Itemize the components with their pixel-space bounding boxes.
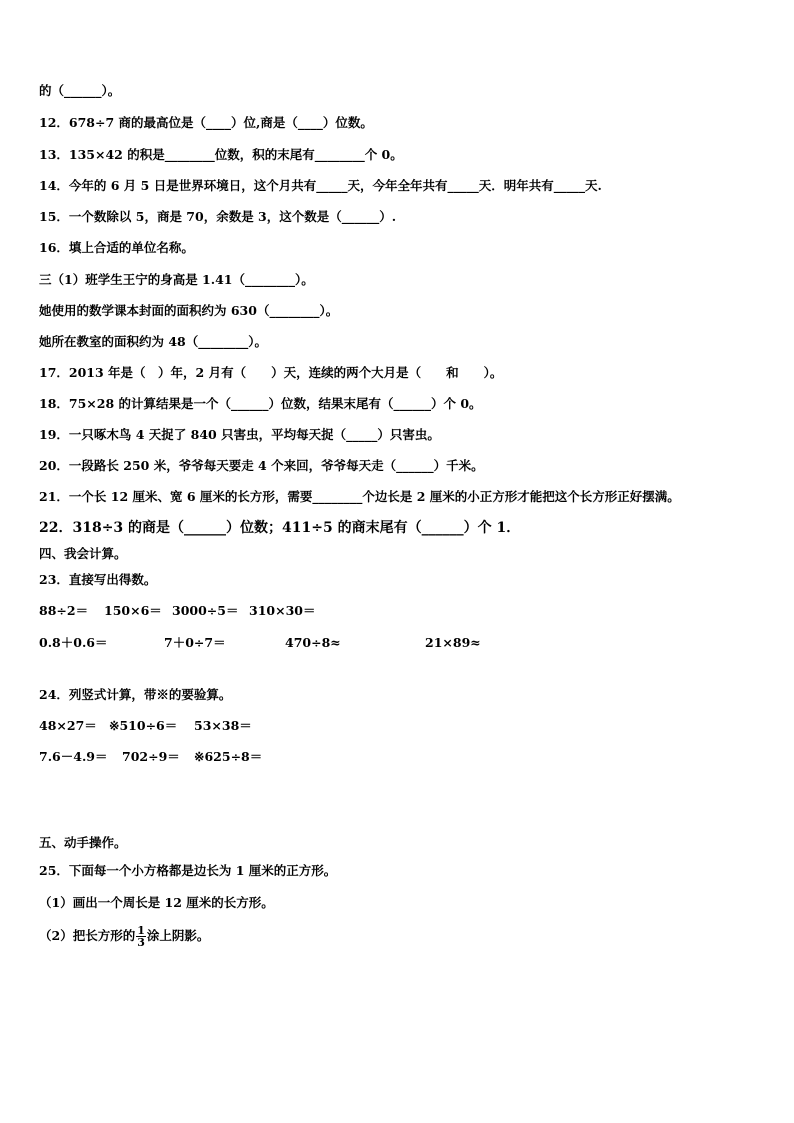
calc-item: 470÷8≈ [285, 635, 341, 650]
fraction-denominator: 3 [137, 936, 145, 949]
question-16-b: 她使用的数学课本封面的面积约为 630（________）。 [39, 303, 339, 318]
question-25: 25．下面每一个小方格都是边长为 1 厘米的正方形。 [39, 863, 337, 878]
calc-item: 150×6＝ [104, 603, 162, 618]
calc-item: ※625÷8＝ [194, 749, 263, 764]
question-25-2-pre: （2）把长方形的 [39, 928, 136, 943]
calc-item: 48×27＝ [39, 718, 97, 733]
question-16: 16．填上合适的单位名称。 [39, 240, 194, 255]
question-16-a: 三（1）班学生王宁的身高是 1.41（________）。 [39, 272, 314, 287]
question-25-2-post: 涂上阴影。 [146, 928, 210, 943]
section-4-heading: 四、我会计算。 [39, 546, 127, 561]
question-19: 19．一只啄木鸟 4 天捉了 840 只害虫，平均每天捉（_____）只害虫。 [39, 427, 440, 442]
calc-item: 7.6－4.9＝ [39, 749, 108, 764]
question-25-2 [39, 925, 209, 948]
calc-item: 3000÷5＝ [172, 603, 239, 618]
fraction-numerator: 1 [137, 924, 145, 937]
question-17: 17．2013 年是（ ）年，2 月有（ ）天，连续的两个大月是（ 和 ）。 [39, 365, 503, 380]
question-24: 24．列竖式计算，带※的要验算。 [39, 687, 232, 702]
question-21: 21．一个长 12 厘米、宽 6 厘米的长方形，需要________个边长是 2 厘米的小正方形才能把这个长方形正好摆满。 [39, 489, 680, 504]
question-12: 12．678÷7 商的最高位是（____）位,商是（____）位数。 [39, 115, 373, 130]
question-23: 23．直接写出得数。 [39, 572, 157, 587]
question-16-c: 她所在教室的面积约为 48（________）。 [39, 334, 267, 349]
calc-item: 53×38＝ [194, 718, 252, 733]
calc-item: ※510÷6＝ [109, 718, 178, 733]
question-13: 13．135×42 的积是________位数，积的末尾有________个 0。 [39, 147, 403, 162]
calc-item: 21×89≈ [425, 635, 481, 650]
question-14: 14．今年的 6 月 5 日是世界环境日，这个月共有_____天，今年全年共有_____天．明年共有_____天. [39, 178, 602, 193]
question-15: 15．一个数除以 5，商是 70，余数是 3，这个数是（______）. [39, 209, 397, 224]
calc-item: 7＋0÷7＝ [164, 635, 226, 650]
line-continuation: 的（______）。 [39, 83, 121, 98]
section-5-heading: 五、动手操作。 [39, 835, 127, 850]
fraction-one-third [136, 925, 146, 948]
question-20: 20．一段路长 250 米，爷爷每天要走 4 个来回，爷爷每天走（______）千米。 [39, 458, 484, 473]
calc-item: 310×30＝ [249, 603, 316, 618]
calc-item: 88÷2＝ [39, 603, 89, 618]
calc-item: 0.8＋0.6＝ [39, 635, 108, 650]
question-25-1: （1）画出一个周长是 12 厘米的长方形。 [39, 895, 274, 910]
question-18: 18．75×28 的计算结果是一个（______）位数，结果末尾有（______）个 0。 [39, 396, 482, 411]
calc-item: 702÷9＝ [122, 749, 180, 764]
question-22: 22．318÷3 的商是（______）位数；411÷5 的商末尾有（______）个 1． [39, 520, 521, 536]
